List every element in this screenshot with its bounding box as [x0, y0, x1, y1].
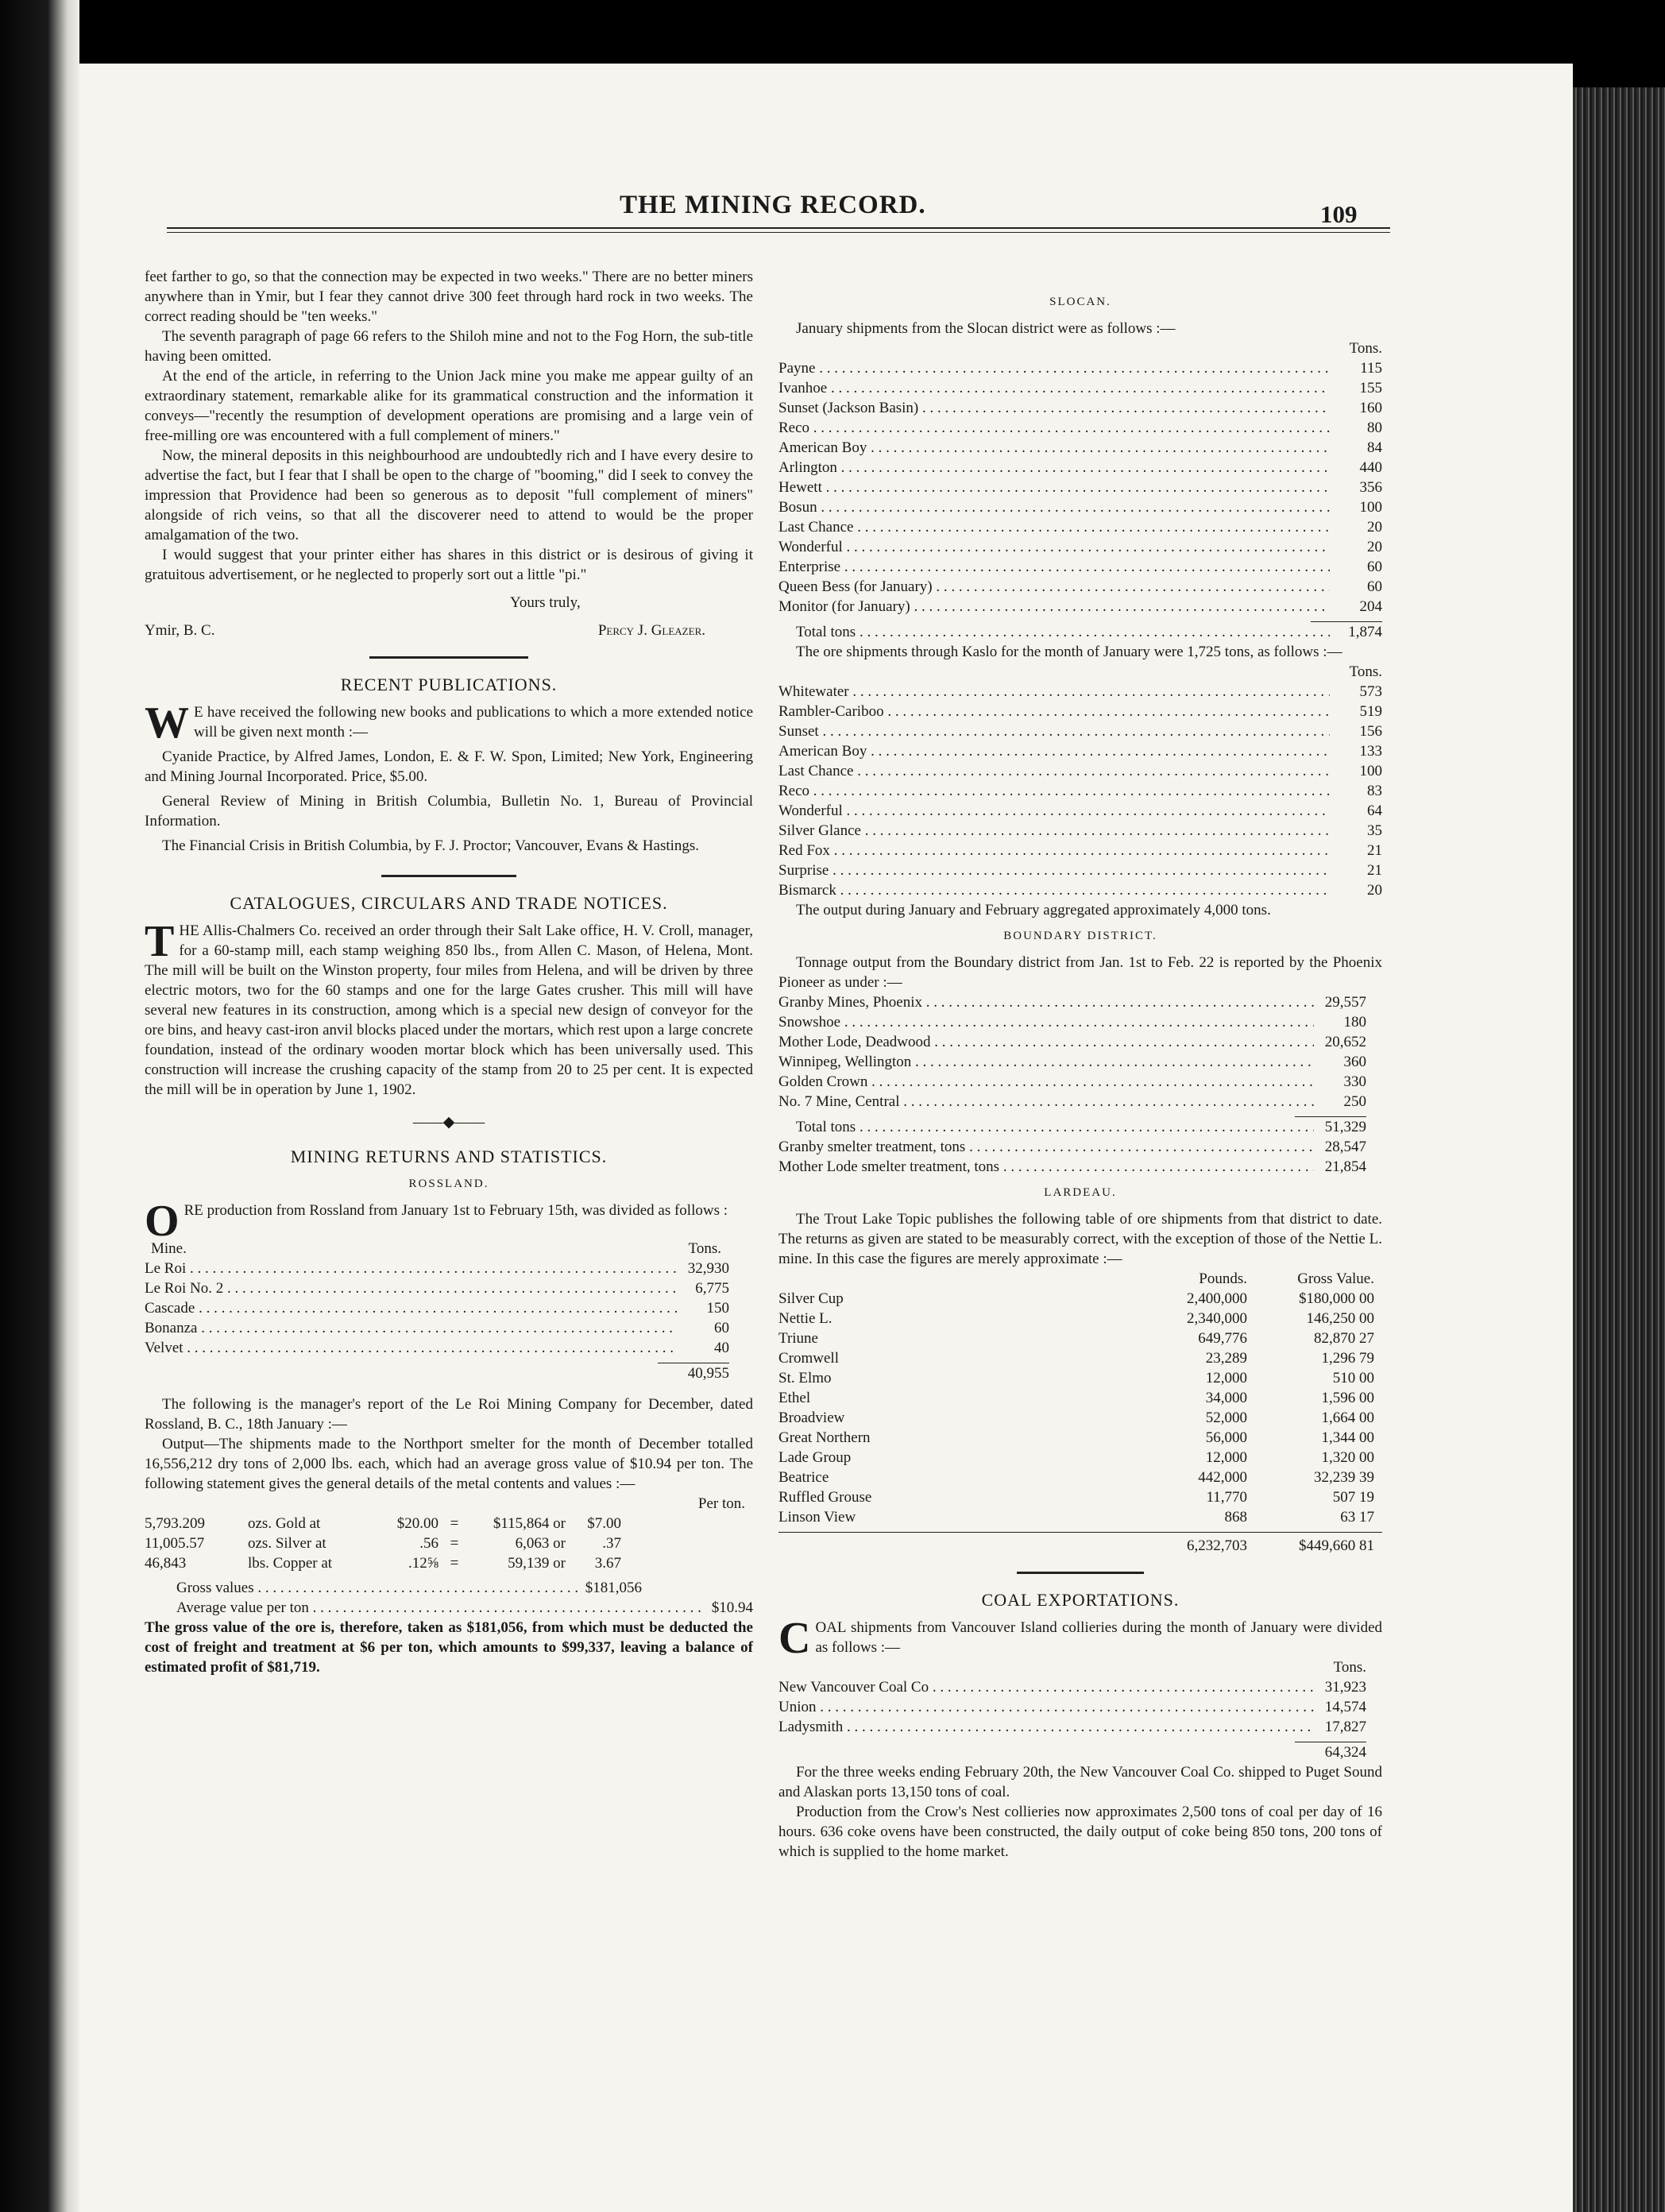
- table-total: Total tons . . . 51,329: [778, 1117, 1366, 1137]
- rossland-intro: RE production from Rossland from January 1st to February 15th, was divided as follows :: [183, 1202, 728, 1219]
- table-total: 40,955: [687, 1365, 729, 1382]
- table-row: Granby smelter treatment, tons . . . 28,547: [778, 1137, 1366, 1157]
- table-row: Arlington . . . 440: [778, 458, 1382, 478]
- boundary-intro: Tonnage output from the Boundary district from Jan. 1st to Feb. 22 is reported by the Phoenix Pioneer as under :—: [778, 954, 1382, 991]
- letter-paragraph: At the end of the article, in referring to the Union Jack mine you make me appear guilty of an extraordinary statement, remarkable alike for its grammatical construction and the information it conveys—"recently the resumption of development operations are promising and a large vein of free-milling ore was encountered with a full complement of miners.": [145, 368, 753, 444]
- metals-table: [145, 1514, 753, 1573]
- table-row: Whitewater . . . 573: [778, 682, 1382, 702]
- running-title: THE MINING RECORD.: [620, 191, 926, 219]
- drop-cap: T: [145, 917, 175, 966]
- table-row: American Boy . . . 84: [778, 438, 1382, 458]
- col-mine: Mine.: [151, 1240, 187, 1257]
- table-row: Wonderful . . . 20: [778, 537, 1382, 557]
- kaslo-intro: The ore shipments through Kaslo for the month of January were 1,725 tons, as follows :—: [796, 644, 1342, 660]
- coal-paragraph: For the three weeks ending February 20th, the New Vancouver Coal Co. shipped to Puget Sound and Alaskan ports 13,150 tons of coal.: [778, 1764, 1382, 1800]
- table-row: Snowshoe . . . 180: [778, 1012, 1366, 1032]
- table-row: Ethel 34,000 1,596 00: [778, 1390, 1374, 1406]
- table-row: Payne . . . 115: [778, 358, 1382, 378]
- letter-signature: Percy J. Gleazer.: [597, 622, 705, 639]
- table-row: St. Elmo 12,000 510 00: [778, 1370, 1374, 1386]
- table-row: Velvet . . . 40: [145, 1338, 729, 1358]
- boundary-subheading: BOUNDARY DISTRICT.: [1003, 930, 1157, 942]
- drop-cap: C: [778, 1614, 811, 1663]
- col-tons: Tons.: [688, 1240, 721, 1257]
- drop-cap: O: [145, 1197, 180, 1246]
- header-rule-thin: [167, 232, 1390, 233]
- table-row: 5,793.209 ozs. Gold at $20.00 = $115,864 or $7.00: [145, 1515, 621, 1532]
- per-ton-label: Per ton.: [697, 1495, 745, 1512]
- table-row: Nettie L. 2,340,000 146,250 00: [778, 1310, 1374, 1327]
- recent-publications-intro: E have received the following new books and publications to which a more extended notice will be given next month :—: [194, 704, 753, 741]
- table-row: Mother Lode smelter treatment, tons . . . 21,854: [778, 1157, 1366, 1177]
- table-row: New Vancouver Coal Co . . . 31,923: [778, 1677, 1366, 1697]
- table-header: [145, 1239, 753, 1259]
- letter-place: Ymir, B. C.: [145, 622, 215, 639]
- table-row: No. 7 Mine, Central . . . 250: [778, 1092, 1366, 1112]
- col-tons: Tons.: [1333, 1659, 1366, 1676]
- ornament-divider: ——◆——: [412, 1114, 485, 1131]
- table-total: 6,232,703 $449,660 81: [778, 1532, 1382, 1556]
- table-row: Rambler-Cariboo . . . 519: [778, 702, 1382, 721]
- table-row: Ruffled Grouse 11,770 507 19: [778, 1489, 1374, 1506]
- letter-closing: Yours truly,: [510, 594, 581, 611]
- recent-publications-heading: RECENT PUBLICATIONS.: [340, 675, 558, 694]
- catalogues-text: HE Allis-Chalmers Co. received an order through their Salt Lake office, H. V. Croll, manager, for a 60-stamp mill, each stamp weighing 850 lbs., from Allen C. Mason, of Helena, Mont. The mill will be built on the Winston property, four miles from Helena, and will be driven by three electric motors, two for the 60 stamps and one for the large Gates crusher. This mill will have several new features in its construction, among which is a special new design of conveyor for the ore bins, and heavy cast-iron anvil blocks placed under the mortars, which rest upon a large concrete foundation, instead of the ordinary wooden mortar block which has been universally used. This construction will increase the crushing capacity of the stamp from 20 to 25 per cent. It is expected the mill will be in operation by June 1, 1902.: [145, 922, 753, 1098]
- publication-item: General Review of Mining in British Columbia, Bulletin No. 1, Bureau of Provincial Information.: [145, 793, 753, 830]
- coal-intro: OAL shipments from Vancouver Island collieries during the month of January were divided as follows :—: [815, 1619, 1382, 1656]
- table-row: Silver Cup 2,400,000 $180,000 00: [778, 1290, 1374, 1307]
- publication-item: The Financial Crisis in British Columbia, by F. J. Proctor; Vancouver, Evans & Hastings.: [162, 837, 700, 854]
- table-row: 46,843 lbs. Copper at .12⅝ = 59,139 or 3.67: [145, 1555, 621, 1572]
- table-row: American Boy . . . 133: [778, 741, 1382, 761]
- table-row: Surprise . . . 21: [778, 860, 1382, 880]
- table-row: Winnipeg, Wellington . . . 360: [778, 1052, 1366, 1072]
- page-edges: [1573, 87, 1665, 2212]
- right-column: [778, 286, 1382, 1862]
- letter-paragraph: I would suggest that your printer either has shares in this district or is desirous of giving it gratuitous advertisement, or he neglected to properly sort out a little "pi.": [145, 547, 753, 583]
- table-row: Triune 649,776 82,870 27: [778, 1330, 1374, 1347]
- slocan-subheading: SLOCAN.: [1049, 296, 1111, 308]
- table-row: Union . . . 14,574: [778, 1697, 1366, 1717]
- slocan-table: [778, 358, 1382, 642]
- table-row: Queen Bess (for January) . . . 60: [778, 577, 1382, 597]
- lardeau-header: Pounds. Gross Value.: [1199, 1270, 1374, 1287]
- table-row: Last Chance . . . 100: [778, 761, 1382, 781]
- table-row: Monitor (for January) . . . 204: [778, 597, 1382, 617]
- drop-cap: W: [145, 698, 189, 748]
- table-row: Last Chance . . . 20: [778, 517, 1382, 537]
- slocan-intro: January shipments from the Slocan district were as follows :—: [796, 320, 1176, 337]
- output-note: The output during January and February aggregated approximately 4,000 tons.: [796, 902, 1271, 918]
- table-row: Great Northern 56,000 1,344 00: [778, 1429, 1374, 1446]
- table-total: Total tons . . . 1,874: [778, 622, 1382, 642]
- table-row: Enterprise . . . 60: [778, 557, 1382, 577]
- table-row: Le Roi No. 2 . . . 6,775: [145, 1278, 729, 1298]
- table-row: Wonderful . . . 64: [778, 801, 1382, 821]
- table-row: Mother Lode, Deadwood . . . 20,652: [778, 1032, 1366, 1052]
- header-rule: [167, 227, 1390, 229]
- table-row: Broadview 52,000 1,664 00: [778, 1410, 1374, 1426]
- report-paragraph: The following is the manager's report of the Le Roi Mining Company for December, dated Rossland, B. C., 18th January :—: [145, 1396, 753, 1433]
- table-row: Beatrice 442,000 32,239 39: [778, 1469, 1374, 1486]
- lardeau-subheading: LARDEAU.: [1044, 1186, 1117, 1199]
- table-row: Reco . . . 83: [778, 781, 1382, 801]
- book-spine-shadow: [0, 0, 79, 2212]
- table-row: Lade Group 12,000 1,320 00: [778, 1449, 1374, 1466]
- table-row: 11,005.57 ozs. Silver at .56 = 6,063 or .37: [145, 1535, 621, 1552]
- coal-paragraph: Production from the Crow's Nest collieries now approximates 2,500 tons of coal per day of 16 hours. 636 coke ovens have been constructed, the daily output of coke being 850 tons, 200 tons of which is supplied to the home market.: [778, 1804, 1382, 1860]
- table-row: Linson View 868 63 17: [778, 1509, 1374, 1526]
- col-tons: Tons.: [1349, 663, 1382, 680]
- table-row: Cascade . . . 150: [145, 1298, 729, 1318]
- boundary-table: [778, 992, 1382, 1177]
- table-row: Red Fox . . . 21: [778, 841, 1382, 860]
- table-row: Cromwell 23,289 1,296 79: [778, 1350, 1374, 1367]
- table-row: Bosun . . . 100: [778, 497, 1382, 517]
- coal-heading: COAL EXPORTATIONS.: [981, 1590, 1180, 1610]
- section-divider: [369, 656, 528, 659]
- rossland-table: [145, 1259, 753, 1383]
- closing-paragraph: The gross value of the ore is, therefore, taken as $181,056, from which must be deducted the cost of freight and treatment at $6 per ton, which amounts to $99,337, leaving a balance of estimated profit of $81,719.: [145, 1619, 753, 1676]
- letter-paragraph: The seventh paragraph of page 66 refers to the Shiloh mine and not to the Fog Horn, the sub-title having been omitted.: [145, 328, 753, 365]
- table-row: Reco . . . 80: [778, 418, 1382, 438]
- left-column: [145, 267, 753, 1677]
- lardeau-intro: The Trout Lake Topic publishes the following table of ore shipments from that district to date. The returns as given are stated to be measurably correct, with the exception of those of the Nettie L. mine. In this case the figures are merely approximate :—: [778, 1211, 1382, 1267]
- report-paragraph: Output—The shipments made to the Northport smelter for the month of December totalled 16,556,212 dry tons of 2,000 lbs. each, which had an average gross value of $10.94 per ton. The following statement gives the general details of the metal contents and values :—: [145, 1436, 753, 1492]
- table-row: Ivanhoe . . . 155: [778, 378, 1382, 398]
- table-row: Bismarck . . . 20: [778, 880, 1382, 900]
- average-value-row: Average value per ton . . . $10.94: [145, 1598, 753, 1618]
- col-tons: Tons.: [1349, 340, 1382, 357]
- gross-values-row: Gross values . . . $181,056: [145, 1578, 753, 1598]
- letter-paragraph: feet farther to go, so that the connection may be expected in two weeks." There are no better miners anywhere than in Ymir, but I fear they cannot drive 300 feet through hard rock in two weeks. The correct reading should be "ten weeks.": [145, 269, 753, 325]
- section-divider: [1017, 1572, 1144, 1574]
- lardeau-table: [778, 1289, 1382, 1556]
- table-row: Sunset . . . 156: [778, 721, 1382, 741]
- section-divider: [381, 875, 516, 877]
- table-row: Bonanza . . . 60: [145, 1318, 729, 1338]
- coal-table: [778, 1677, 1382, 1762]
- table-row: Silver Glance . . . 35: [778, 821, 1382, 841]
- catalogues-heading: CATALOGUES, CIRCULARS AND TRADE NOTICES.: [230, 893, 668, 913]
- table-row: Le Roi . . . 32,930: [145, 1259, 729, 1278]
- publication-item: Cyanide Practice, by Alfred James, London, E. & F. W. Spon, Limited; New York, Engineering and Mining Journal Incorporated. Price, $5.00.: [145, 748, 753, 785]
- mining-returns-heading: MINING RETURNS AND STATISTICS.: [290, 1147, 608, 1166]
- table-row: Sunset (Jackson Basin) . . . 160: [778, 398, 1382, 418]
- table-row: Golden Crown . . . 330: [778, 1072, 1366, 1092]
- rossland-subheading: ROSSLAND.: [408, 1178, 489, 1190]
- signature-line: [145, 621, 753, 640]
- kaslo-table: [778, 682, 1382, 900]
- letter-paragraph: Now, the mineral deposits in this neighbourhood are undoubtedly rich and I have every desire to advertise the fact, but I fear that I shall be open to the charge of "booming," did I seek to convey the impression that Providence had been so generous as to deposit "full complement of miners" alongside of rich veins, so that all the discoverer need to attend to would be the proper amalgamation of the two.: [145, 447, 753, 543]
- page-number: 109: [1320, 200, 1358, 228]
- table-row: Ladysmith . . . 17,827: [778, 1717, 1366, 1737]
- table-row: Hewett . . . 356: [778, 478, 1382, 497]
- table-total: 64,324: [1324, 1744, 1366, 1761]
- table-row: Granby Mines, Phoenix . . . 29,557: [778, 992, 1366, 1012]
